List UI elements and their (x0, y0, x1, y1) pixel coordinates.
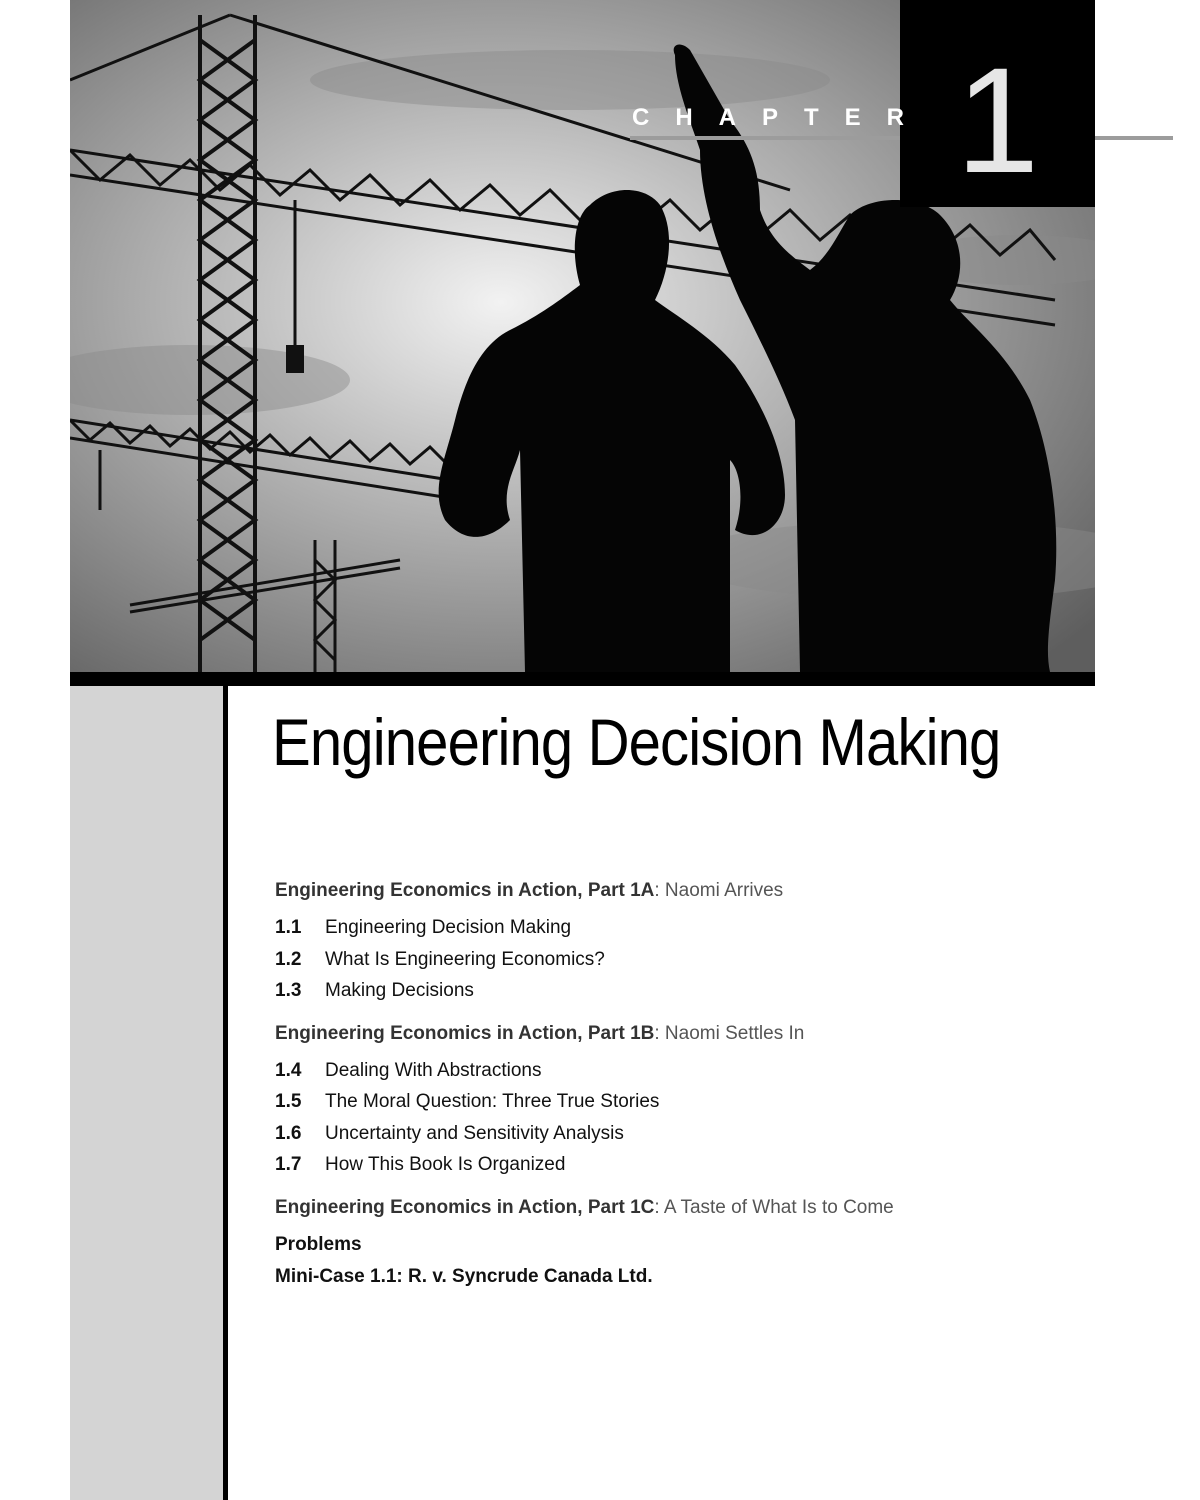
chapter-rule-left (630, 136, 900, 140)
toc-entry-title: Dealing With Abstractions (325, 1059, 542, 1081)
part-heading-subtitle: : A Taste of What Is to Come (654, 1196, 894, 1218)
toc-entry (275, 1118, 1075, 1150)
toc-entry-title: The Moral Question: Three True Stories (325, 1091, 660, 1112)
part-heading-1b (275, 1023, 1075, 1045)
chapter-contents (275, 880, 1075, 1293)
toc-entry-title: Uncertainty and Sensitivity Analysis (325, 1122, 624, 1144)
chapter-number: 1 (955, 36, 1040, 204)
toc-mini-case: Mini-Case 1.1: R. v. Syncrude Canada Ltd. (275, 1265, 653, 1287)
toc-entry (275, 912, 1075, 944)
toc-entry-number: 1.4 (275, 1059, 302, 1081)
sidebar-rule (223, 686, 228, 1500)
part-heading-1c (275, 1197, 1075, 1219)
part-heading-label: Engineering Economics in Action, Part 1A (275, 880, 655, 901)
toc-entry-title: What Is Engineering Economics? (325, 948, 605, 970)
part-heading-1a (275, 880, 1075, 902)
toc-entry-title: Making Decisions (325, 980, 474, 1001)
toc-problems: Problems (275, 1233, 362, 1255)
toc-entry-number: 1.6 (275, 1122, 302, 1144)
toc-entry (275, 975, 1075, 1007)
photo-bottom-rule (70, 672, 1095, 686)
chapter-label: CHAPTER (632, 104, 931, 131)
toc-entry-number: 1.1 (275, 917, 302, 938)
chapter-rule-right (1095, 136, 1173, 140)
toc-entry-title: Engineering Decision Making (325, 917, 572, 938)
toc-entry-number: 1.3 (275, 980, 302, 1001)
toc-entry (275, 944, 1075, 976)
toc-entry-number: 1.7 (275, 1154, 302, 1175)
part-heading-label: Engineering Economics in Action, Part 1B (275, 1022, 655, 1044)
toc-entry (275, 1086, 1075, 1118)
part-heading-label: Engineering Economics in Action, Part 1C (275, 1196, 655, 1218)
toc-entry (275, 1149, 1075, 1181)
toc-entry-number: 1.5 (275, 1091, 302, 1112)
toc-entry-title: How This Book Is Organized (325, 1154, 566, 1175)
part-heading-subtitle: : Naomi Arrives (654, 880, 784, 901)
part-heading-subtitle: : Naomi Settles In (654, 1022, 805, 1044)
chapter-title: Engineering Decision Making (272, 705, 1001, 779)
toc-entry (275, 1055, 1075, 1087)
toc-entry-number: 1.2 (275, 948, 302, 970)
left-sidebar-band (70, 686, 223, 1500)
